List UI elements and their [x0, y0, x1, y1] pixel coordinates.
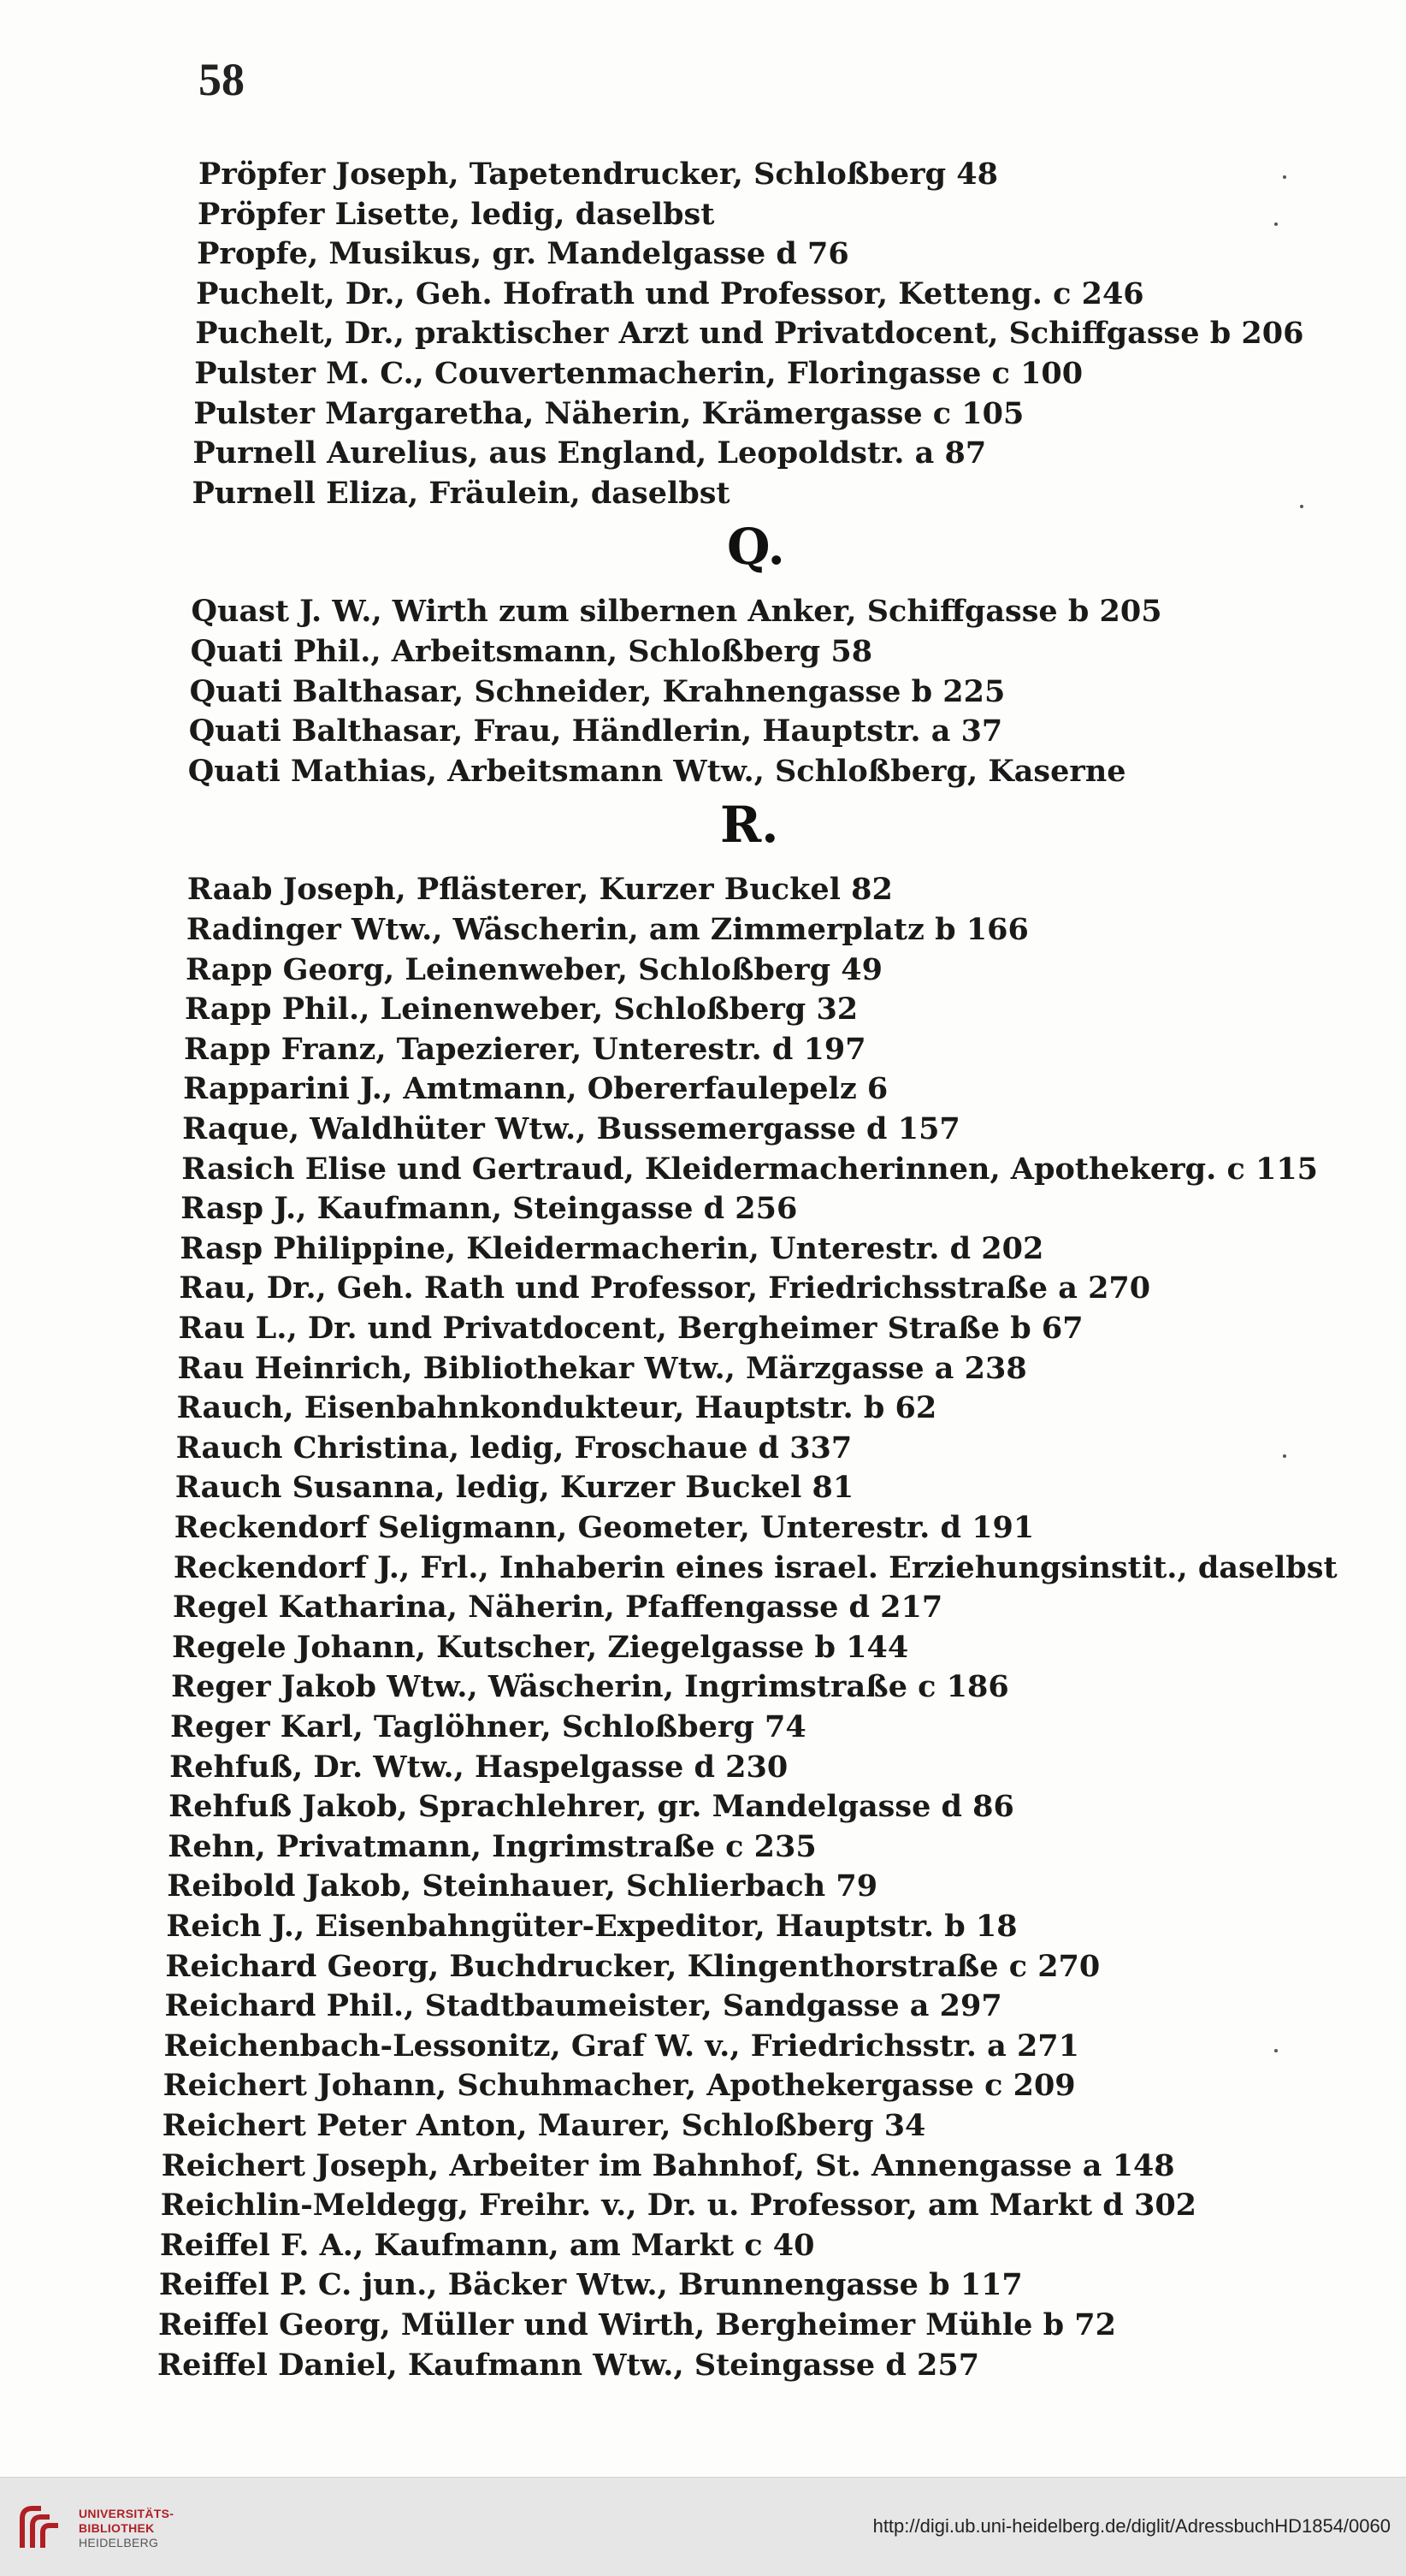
directory-entry: Rapp Phil., Leinenweber, Schloßberg 32 [185, 992, 859, 1027]
directory-entry: Rau L., Dr. und Privatdocent, Bergheimer Straße b 67 [178, 1311, 1084, 1346]
directory-entry: Regele Johann, Kutscher, Ziegelgasse b 144 [171, 1629, 909, 1665]
scan-speck [1274, 222, 1278, 226]
section-letter: R. [720, 796, 779, 855]
scan-speck [1283, 175, 1286, 179]
directory-entry: Reichlin-Meldegg, Freihr. v., Dr. u. Professor, am Markt d 302 [160, 2188, 1197, 2224]
directory-entry: Rapp Georg, Leinenweber, Schloßberg 49 [185, 951, 883, 987]
directory-entry: Quati Balthasar, Schneider, Krahnengasse b 225 [189, 673, 1006, 709]
directory-entry: Puchelt, Dr., Geh. Hofrath und Professor, Ketteng. c 246 [196, 275, 1144, 311]
directory-entry: Reichert Johann, Schuhmacher, Apothekergasse c 209 [162, 2068, 1076, 2104]
scan-speck [1274, 2049, 1278, 2052]
directory-entry: Reger Jakob Wtw., Wäscherin, Ingrimstraße c 186 [171, 1669, 1009, 1705]
directory-entry: Raab Joseph, Pflästerer, Kurzer Buckel 82 [186, 872, 893, 908]
directory-entry: Purnell Aurelius, aus England, Leopoldstr. a 87 [192, 435, 987, 471]
directory-entry: Reibold Jakob, Steinhauer, Schlierbach 79 [167, 1868, 878, 1904]
viewer-footer [0, 2477, 1406, 2576]
directory-entry: Reichard Phil., Stadtbaumeister, Sandgasse a 297 [164, 1988, 1002, 2024]
directory-entry: Pulster M. C., Couvertenmacherin, Floringasse c 100 [194, 356, 1084, 391]
directory-entry: Puchelt, Dr., praktischer Arzt und Privatdocent, Schiffgasse b 206 [195, 316, 1304, 352]
directory-entry: Reichert Joseph, Arbeiter im Bahnhof, St. Annengasse a 148 [161, 2147, 1175, 2183]
directory-entry: Quati Balthasar, Frau, Händlerin, Hauptstr. a 37 [188, 714, 1003, 749]
directory-entry: Reckendorf Seligmann, Geometer, Unterestr. d 191 [174, 1510, 1035, 1545]
directory-entry: Reiffel Daniel, Kaufmann Wtw., Steingasse d 257 [157, 2347, 980, 2383]
directory-entry: Quati Phil., Arbeitsmann, Schloßberg 58 [190, 634, 873, 669]
permalink-url[interactable]: http://digi.ub.uni-heidelberg.de/diglit/AdressbuchHD1854/0060 [872, 2515, 1391, 2537]
directory-entry: Rehn, Privatmann, Ingrimstraße c 235 [168, 1828, 817, 1864]
directory-entry: Raque, Waldhüter Wtw., Bussemergasse d 157 [182, 1111, 960, 1146]
section-letter: Q. [727, 518, 785, 577]
directory-entry: Reichard Georg, Buchdrucker, Klingenthorstraße c 270 [165, 1948, 1101, 1984]
directory-entry: Reiffel F. A., Kaufmann, am Markt c 40 [159, 2227, 815, 2263]
directory-entry: Reckendorf J., Frl., Inhaberin eines israel. Erziehungsinstit., daselbst [173, 1549, 1338, 1585]
directory-entry: Pröpfer Lisette, ledig, daselbst [198, 196, 715, 232]
directory-entry: Quast J. W., Wirth zum silbernen Anker, Schiffgasse b 205 [191, 594, 1162, 630]
scan-speck [1283, 1454, 1286, 1458]
directory-entry: Pröpfer Joseph, Tapetendrucker, Schloßberg 48 [198, 157, 998, 192]
university-library-logo-icon[interactable] [15, 2502, 68, 2555]
directory-entry: Reger Karl, Taglöhner, Schloßberg 74 [170, 1709, 806, 1744]
page-number: 58 [198, 54, 245, 105]
directory-entry: Rau, Dr., Geh. Rath und Professor, Friedrichsstraße a 270 [179, 1270, 1151, 1306]
library-logo-text [79, 2507, 174, 2550]
directory-entry: Reichert Peter Anton, Maurer, Schloßberg 34 [162, 2108, 926, 2143]
directory-entry: Rasich Elise und Gertraud, Kleidermacherinnen, Apothekerg. c 115 [181, 1151, 1319, 1187]
logo-line: BIBLIOTHEK [79, 2521, 155, 2535]
scan-speck [1300, 505, 1303, 508]
directory-entry: Rau Heinrich, Bibliothekar Wtw., Märzgasse a 238 [177, 1350, 1027, 1386]
directory-entry: Rapp Franz, Tapezierer, Unterestr. d 197 [184, 1031, 866, 1067]
directory-entry: Rauch Susanna, ledig, Kurzer Buckel 81 [174, 1470, 854, 1506]
directory-entry: Reiffel Georg, Müller und Wirth, Bergheimer Mühle b 72 [157, 2307, 1116, 2342]
logo-line: HEIDELBERG [79, 2536, 159, 2549]
directory-entry: Rauch, Eisenbahnkondukteur, Hauptstr. b 62 [176, 1390, 937, 1426]
directory-entry: Reich J., Eisenbahngüter-Expeditor, Hauptstr. b 18 [166, 1909, 1018, 1944]
directory-entry: Rasp J., Kaufmann, Steingasse d 256 [180, 1191, 798, 1227]
directory-entry: Reiffel P. C. jun., Bäcker Wtw., Brunnengasse b 117 [158, 2267, 1023, 2303]
directory-entry: Rasp Philippine, Kleidermacherin, Unterestr. d 202 [180, 1230, 1044, 1266]
directory-entry: Regel Katharina, Näherin, Pfaffengasse d 217 [172, 1590, 943, 1626]
directory-entry: Quati Mathias, Arbeitsmann Wtw., Schloßberg, Kaserne [187, 753, 1126, 789]
directory-entry: Propfe, Musikus, gr. Mandelgasse d 76 [197, 236, 849, 272]
directory-entry: Rehfuß, Dr. Wtw., Haspelgasse d 230 [169, 1749, 789, 1785]
logo-line: UNIVERSITÄTS- [79, 2507, 174, 2520]
directory-entry: Rehfuß Jakob, Sprachlehrer, gr. Mandelgasse d 86 [168, 1789, 1014, 1825]
directory-entry: Reichenbach-Lessonitz, Graf W. v., Friedrichsstr. a 271 [163, 2028, 1080, 2064]
directory-entry: Radinger Wtw., Wäscherin, am Zimmerplatz b 166 [186, 912, 1029, 947]
directory-entry: Pulster Margaretha, Näherin, Krämergasse c 105 [193, 395, 1025, 431]
directory-entry: Rauch Christina, ledig, Froschaue d 337 [175, 1430, 853, 1466]
directory-entry: Purnell Eliza, Fräulein, daselbst [192, 475, 730, 511]
directory-entry: Rapparini J., Amtmann, Obererfaulepelz 6 [183, 1071, 889, 1107]
